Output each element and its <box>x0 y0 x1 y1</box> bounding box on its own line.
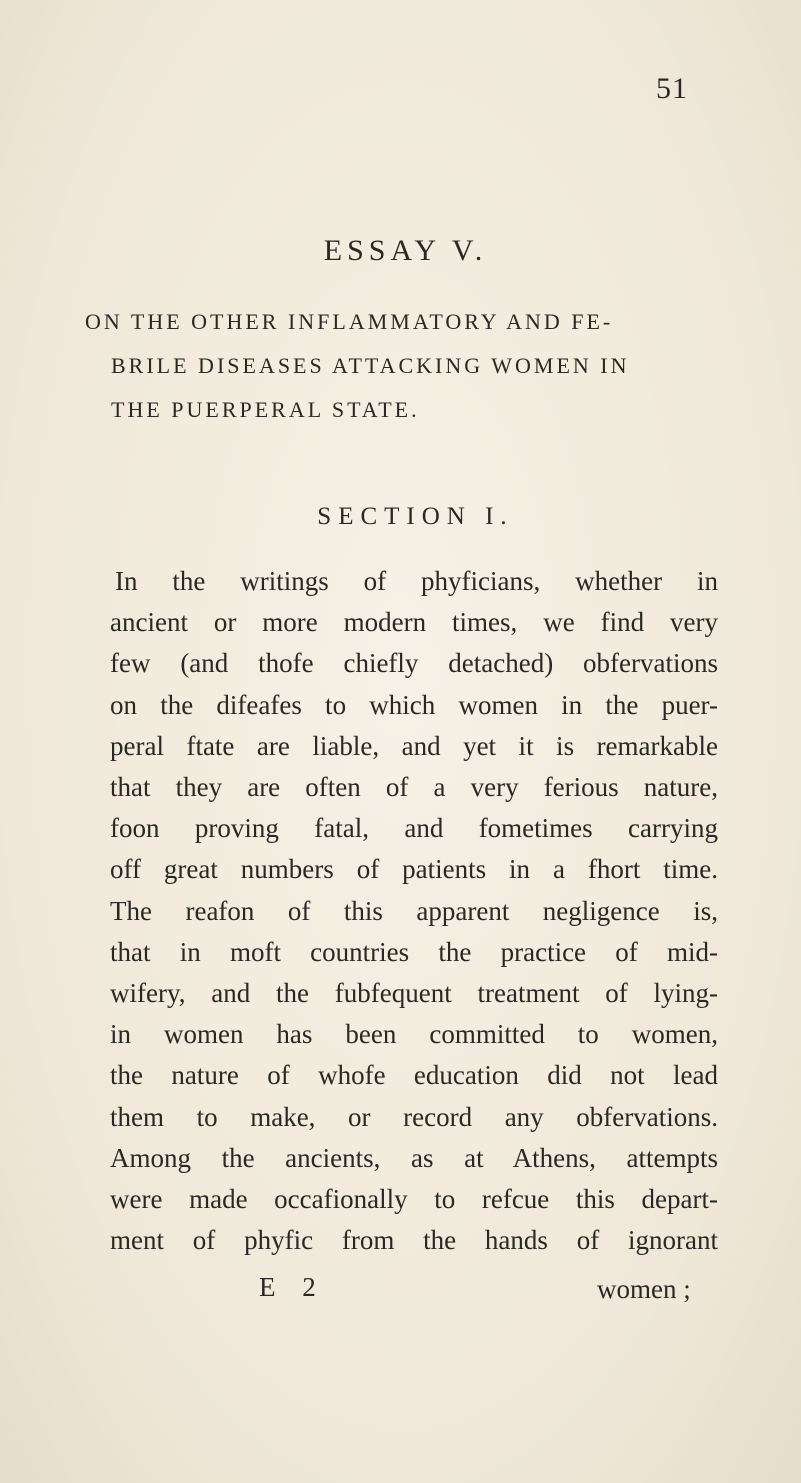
body-line: few (and thofe chiefly detached) obfervations <box>110 648 718 679</box>
essay-subtitle <box>85 300 745 432</box>
body-line: foon proving fatal, and fometimes carrying <box>110 813 718 844</box>
subtitle-line: THE PUERPERAL STATE. <box>111 397 420 422</box>
body-line: in women has been committed to women, <box>110 1019 718 1050</box>
body-line: peral ftate are liable, and yet it is remarkable <box>110 730 718 761</box>
body-line: ment of phyfic from the hands of ignorant <box>110 1225 718 1256</box>
body-line: on the difeafes to which women in the puer- <box>110 689 718 720</box>
page-number: 51 <box>656 72 688 105</box>
subtitle-line: BRILE DISEASES ATTACKING WOMEN IN <box>111 353 630 378</box>
essay-title: ESSAY V. <box>323 234 488 267</box>
body-line: The reafon of this apparent negligence is, <box>110 895 718 926</box>
page-footer <box>0 1272 801 1312</box>
body-line: ancient or more modern times, we find very <box>110 607 718 638</box>
body-line: In the writings of phyficians, whether in <box>115 566 718 596</box>
section-heading: SECTION I. <box>317 503 514 530</box>
subtitle-line: ON THE OTHER INFLAMMATORY AND FE- <box>85 309 614 334</box>
signature-mark: E 2 <box>259 1272 326 1302</box>
catchword: women ; <box>597 1274 691 1304</box>
body-line: the nature of whofe education did not lead <box>110 1060 718 1091</box>
body-line: Among the ancients, as at Athens, attempts <box>110 1142 718 1173</box>
body-line: were made occafionally to refcue this depart- <box>110 1184 718 1215</box>
body-line: wifery, and the fubfequent treatment of lying- <box>110 978 718 1009</box>
body-line: them to make, or record any obfervations. <box>110 1101 718 1132</box>
body-line: off great numbers of patients in a fhort time. <box>110 854 718 885</box>
body-line: that in moft countries the practice of mid- <box>110 936 718 967</box>
body-line: that they are often of a very ferious nature, <box>110 772 718 803</box>
body-paragraph <box>110 561 718 1261</box>
